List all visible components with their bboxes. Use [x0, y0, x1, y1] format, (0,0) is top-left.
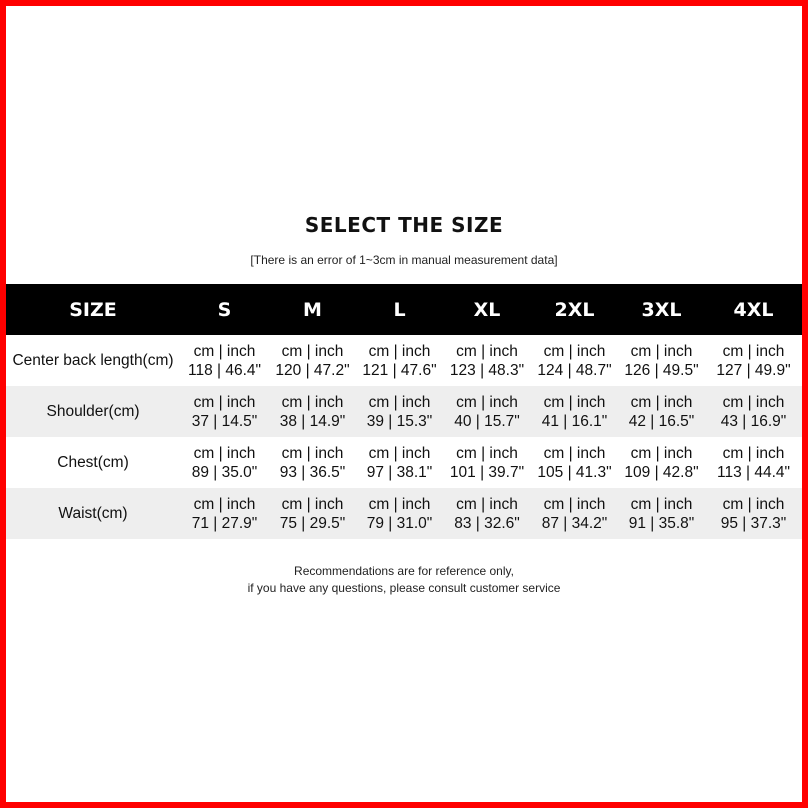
- header-3xl: 3XL: [618, 284, 705, 335]
- table-cell: [443, 488, 531, 539]
- row-label: Waist(cm): [6, 488, 180, 539]
- cell-unit: cm | inch: [456, 444, 518, 462]
- cell-value: 43 | 16.9": [720, 412, 787, 430]
- table-row-shoulder: [6, 386, 802, 437]
- cell-unit: cm | inch: [281, 444, 344, 462]
- measurement-note: [There is an error of 1~3cm in manual measurement data]: [250, 253, 558, 267]
- table-cell: [180, 437, 269, 488]
- table-cell: [443, 335, 531, 386]
- footer-line-2: if you have any questions, please consult customer service: [247, 581, 561, 595]
- cell-value: 40 | 15.7": [454, 412, 520, 430]
- cell-unit: cm | inch: [456, 393, 518, 411]
- cell-unit: cm | inch: [456, 495, 518, 513]
- cell-value: 79 | 31.0": [366, 514, 433, 532]
- cell-unit: cm | inch: [630, 495, 693, 513]
- footer-note: [0, 563, 808, 597]
- header-2xl: 2XL: [531, 284, 618, 335]
- table-cell: [705, 437, 802, 488]
- cell-value: 89 | 35.0": [191, 463, 258, 481]
- cell-value: 95 | 37.3": [720, 514, 787, 532]
- cell-value: 87 | 34.2": [541, 514, 608, 532]
- cell-unit: cm | inch: [281, 342, 344, 360]
- table-cell: [443, 386, 531, 437]
- cell-value: 123 | 48.3": [449, 361, 525, 379]
- cell-unit: cm | inch: [456, 342, 518, 360]
- cell-unit: cm | inch: [193, 342, 256, 360]
- header-s: S: [180, 284, 269, 335]
- table-cell: [531, 335, 618, 386]
- cell-unit: cm | inch: [630, 444, 693, 462]
- cell-value: 124 | 48.7": [537, 361, 612, 379]
- cell-value: 127 | 49.9": [716, 361, 791, 379]
- table-cell: [618, 335, 705, 386]
- table-cell: [531, 488, 618, 539]
- cell-value: 121 | 47.6": [362, 361, 437, 379]
- table-cell: [618, 386, 705, 437]
- cell-unit: cm | inch: [193, 444, 256, 462]
- table-cell: [356, 335, 443, 386]
- row-label: Center back length(cm): [6, 335, 180, 386]
- cell-value: 101 | 39.7": [449, 463, 525, 481]
- cell-unit: cm | inch: [368, 444, 431, 462]
- table-cell: [269, 386, 356, 437]
- table-cell: [705, 488, 802, 539]
- cell-unit: cm | inch: [368, 342, 431, 360]
- cell-unit: cm | inch: [193, 495, 256, 513]
- cell-value: 109 | 42.8": [624, 463, 699, 481]
- cell-value: 83 | 32.6": [454, 514, 520, 532]
- cell-unit: cm | inch: [543, 393, 606, 411]
- cell-unit: cm | inch: [281, 393, 344, 411]
- table-cell: [705, 335, 802, 386]
- cell-value: 38 | 14.9": [279, 412, 346, 430]
- table-cell: [531, 437, 618, 488]
- table-cell: [180, 335, 269, 386]
- header-xl: XL: [443, 284, 531, 335]
- cell-unit: cm | inch: [193, 393, 256, 411]
- cell-unit: cm | inch: [543, 495, 606, 513]
- cell-unit: cm | inch: [543, 444, 606, 462]
- cell-unit: cm | inch: [630, 342, 693, 360]
- cell-value: 118 | 46.4": [187, 361, 262, 379]
- header-row: [6, 284, 802, 335]
- cell-unit: cm | inch: [630, 393, 693, 411]
- cell-value: 71 | 27.9": [191, 514, 258, 532]
- cell-value: 126 | 49.5": [624, 361, 699, 379]
- page-title: SELECT THE SIZE: [304, 213, 504, 237]
- row-label: Chest(cm): [6, 437, 180, 488]
- header-m: M: [269, 284, 356, 335]
- cell-value: 120 | 47.2": [275, 361, 350, 379]
- cell-value: 91 | 35.8": [628, 514, 695, 532]
- cell-value: 37 | 14.5": [191, 412, 258, 430]
- table-cell: [443, 437, 531, 488]
- cell-value: 42 | 16.5": [628, 412, 695, 430]
- table-cell: [180, 488, 269, 539]
- cell-unit: cm | inch: [722, 444, 785, 462]
- table-cell: [618, 437, 705, 488]
- table-cell: [356, 437, 443, 488]
- table-row-chest: [6, 437, 802, 488]
- table-row-waist: [6, 488, 802, 539]
- table-cell: [269, 335, 356, 386]
- table-cell: [705, 386, 802, 437]
- cell-value: 105 | 41.3": [537, 463, 612, 481]
- size-chart-table: [6, 284, 802, 539]
- cell-unit: cm | inch: [722, 393, 785, 411]
- cell-value: 41 | 16.1": [541, 412, 608, 430]
- cell-unit: cm | inch: [368, 393, 431, 411]
- cell-value: 39 | 15.3": [366, 412, 433, 430]
- cell-value: 97 | 38.1": [366, 463, 433, 481]
- table-cell: [618, 488, 705, 539]
- header-size: SIZE: [6, 284, 180, 335]
- header-4xl: 4XL: [705, 284, 802, 335]
- cell-unit: cm | inch: [543, 342, 606, 360]
- table-cell: [356, 386, 443, 437]
- cell-unit: cm | inch: [722, 342, 785, 360]
- row-label: Shoulder(cm): [6, 386, 180, 437]
- table-cell: [269, 488, 356, 539]
- cell-value: 113 | 44.4": [716, 463, 791, 481]
- cell-unit: cm | inch: [722, 495, 785, 513]
- footer-line-1: Recommendations are for reference only,: [294, 564, 514, 578]
- table-cell: [269, 437, 356, 488]
- header-l: L: [356, 284, 443, 335]
- table-cell: [180, 386, 269, 437]
- cell-unit: cm | inch: [368, 495, 431, 513]
- cell-value: 75 | 29.5": [279, 514, 346, 532]
- cell-unit: cm | inch: [281, 495, 344, 513]
- table-cell: [531, 386, 618, 437]
- table-cell: [356, 488, 443, 539]
- table-row-center-back-length: [6, 335, 802, 386]
- cell-value: 93 | 36.5": [279, 463, 346, 481]
